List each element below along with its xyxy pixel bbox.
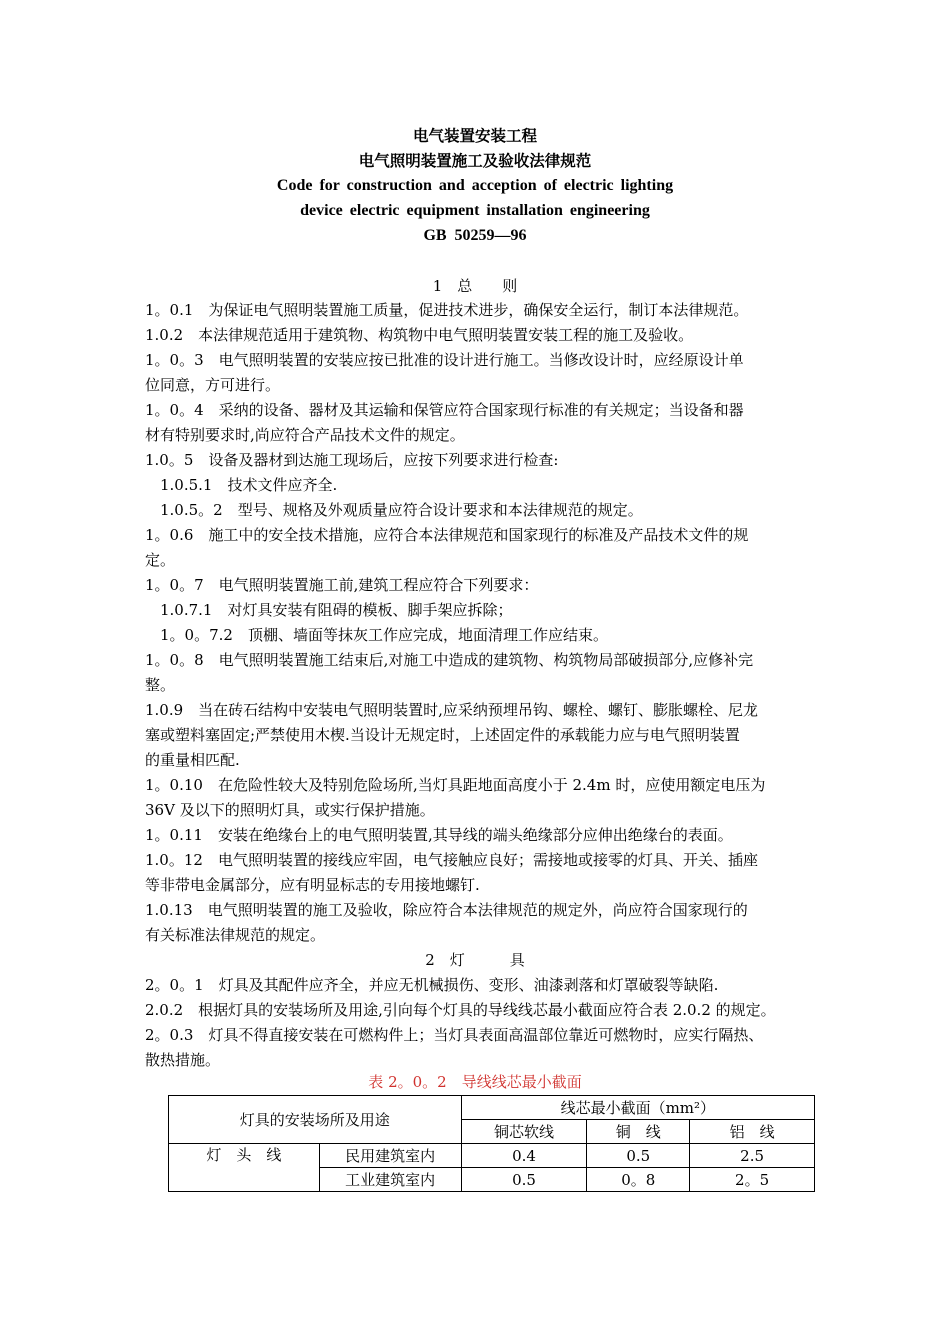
paragraph-line: 1。0.10 在危险性较大及特别危险场所,当灯具距地面高度小于 2.4m 时，应使用额定电压为 (145, 776, 766, 794)
cell-value: 2。5 (690, 1168, 815, 1192)
standard-code: GB 50259—96 (423, 227, 527, 244)
paragraph-line: 位同意，方可进行。 (145, 376, 281, 394)
paragraph-line: 定。 (145, 551, 176, 569)
document-title: 电气装置安装工程 (412, 126, 537, 145)
table-row (169, 1144, 815, 1168)
paragraph-line: 1.0.9 当在砖石结构中安装电气照明装置时,应采纳预埋吊钩、螺栓、螺钉、膨胀螺栓、尼龙 (145, 701, 758, 719)
paragraph-line: 1。0。8 电气照明装置施工结束后,对施工中造成的建筑物、构筑物局部破损部分,应修补完 (145, 651, 754, 669)
paragraph-line: 1.0.5。2 型号、规格及外观质量应符合设计要求和本法律规范的规定。 (160, 501, 643, 519)
table-caption: 表 2。0。2 导线线芯最小截面 (368, 1073, 582, 1091)
header-copper: 铜 线 (587, 1120, 690, 1144)
table-header-row (169, 1096, 815, 1120)
cell-place: 民用建筑室内 (319, 1144, 461, 1168)
paragraph-line: 1.0。5 设备及器材到达施工现场后，应按下列要求进行检查: (145, 451, 559, 469)
section-heading-2: 2 灯 具 (425, 951, 525, 969)
header-aluminum: 铝 线 (690, 1120, 815, 1144)
paragraph-line: 塞或塑料塞固定;严禁使用木楔.当设计无规定时，上述固定件的承载能力应与电气照明装置 (145, 726, 740, 744)
paragraph-line: 1.0。12 电气照明装置的接线应牢固，电气接触应良好；需接地或接零的灯具、开关、插座 (145, 851, 758, 869)
paragraph-line: 等非带电金属部分，应有明显标志的专用接地螺钉. (145, 876, 480, 894)
section-heading-1: 1 总 则 (432, 277, 518, 295)
header-usage: 灯具的安装场所及用途 (169, 1096, 462, 1144)
cell-place: 工业建筑室内 (319, 1168, 461, 1192)
paragraph-line: 1。0.11 安装在绝缘台上的电气照明装置,其导线的端头绝缘部分应伸出绝缘台的表面。 (145, 826, 733, 844)
english-title-line2: device electric equipment installation engineering (300, 202, 650, 219)
paragraph-line: 材有特别要求时,尚应符合产品技术文件的规定。 (145, 426, 465, 444)
paragraph-line: 2。0。1 灯具及其配件应齐全，并应无机械损伤、变形、油漆剥落和灯罩破裂等缺陷. (145, 976, 719, 994)
paragraph-line: 的重量相匹配. (145, 751, 240, 769)
cell-value: 0.4 (461, 1144, 587, 1168)
paragraph-line: 1.0.7.1 对灯具安装有阻碍的模板、脚手架应拆除； (160, 601, 513, 619)
paragraph-line: 1.0.5.1 技术文件应齐全. (160, 476, 338, 494)
paragraph-line: 1.0.2 本法律规范适用于建筑物、构筑物中电气照明装置安装工程的施工及验收。 (145, 326, 694, 344)
group-lamp-head-wire: 灯 头 线 (169, 1144, 320, 1192)
paragraph-line: 散热措施。 (145, 1051, 221, 1069)
cell-value: 0.5 (461, 1168, 587, 1192)
paragraph-line: 2。0.3 灯具不得直接安装在可燃构件上；当灯具表面高温部位靠近可燃物时，应实行隔热、 (145, 1026, 764, 1044)
min-cross-section-table (168, 1095, 815, 1192)
document-subtitle: 电气照明装置施工及验收法律规范 (358, 151, 592, 170)
paragraph-line: 1。0。7.2 顶棚、墙面等抹灰工作应完成，地面清理工作应结束。 (160, 626, 608, 644)
paragraph-line: 1。0。4 采纳的设备、器材及其运输和保管应符合国家现行标准的有关规定；当设备和器 (145, 401, 744, 419)
paragraph-line: 有关标准法律规范的规定。 (145, 926, 326, 944)
paragraph-line: 整。 (145, 676, 176, 694)
paragraph-line: 1。0.1 为保证电气照明装置施工质量，促进技术进步，确保安全运行，制订本法律规范。 (145, 301, 749, 319)
header-min-section: 线芯最小截面（mm²） (461, 1096, 814, 1120)
paragraph-line: 1.0.13 电气照明装置的施工及验收，除应符合本法律规范的规定外，尚应符合国家现行的 (145, 901, 748, 919)
cell-value: 0。8 (587, 1168, 690, 1192)
paragraph-line: 1。0。7 电气照明装置施工前,建筑工程应符合下列要求： (145, 576, 539, 594)
paragraph-line: 36V 及以下的照明灯具，或实行保护措施。 (145, 801, 435, 819)
paragraph-line: 2.0.2 根据灯具的安装场所及用途,引向每个灯具的导线线芯最小截面应符合表 2.0.2 的规定。 (145, 1001, 776, 1019)
cell-value: 0.5 (587, 1144, 690, 1168)
header-copper-flex: 铜芯软线 (461, 1120, 587, 1144)
english-title-line1: Code for construction and acception of electric lighting (276, 177, 674, 194)
cell-value: 2.5 (690, 1144, 815, 1168)
paragraph-line: 1。0.6 施工中的安全技术措施，应符合本法律规范和国家现行的标准及产品技术文件的规 (145, 526, 749, 544)
paragraph-line: 1。0。3 电气照明装置的安装应按已批准的设计进行施工。当修改设计时，应经原设计单 (145, 351, 744, 369)
